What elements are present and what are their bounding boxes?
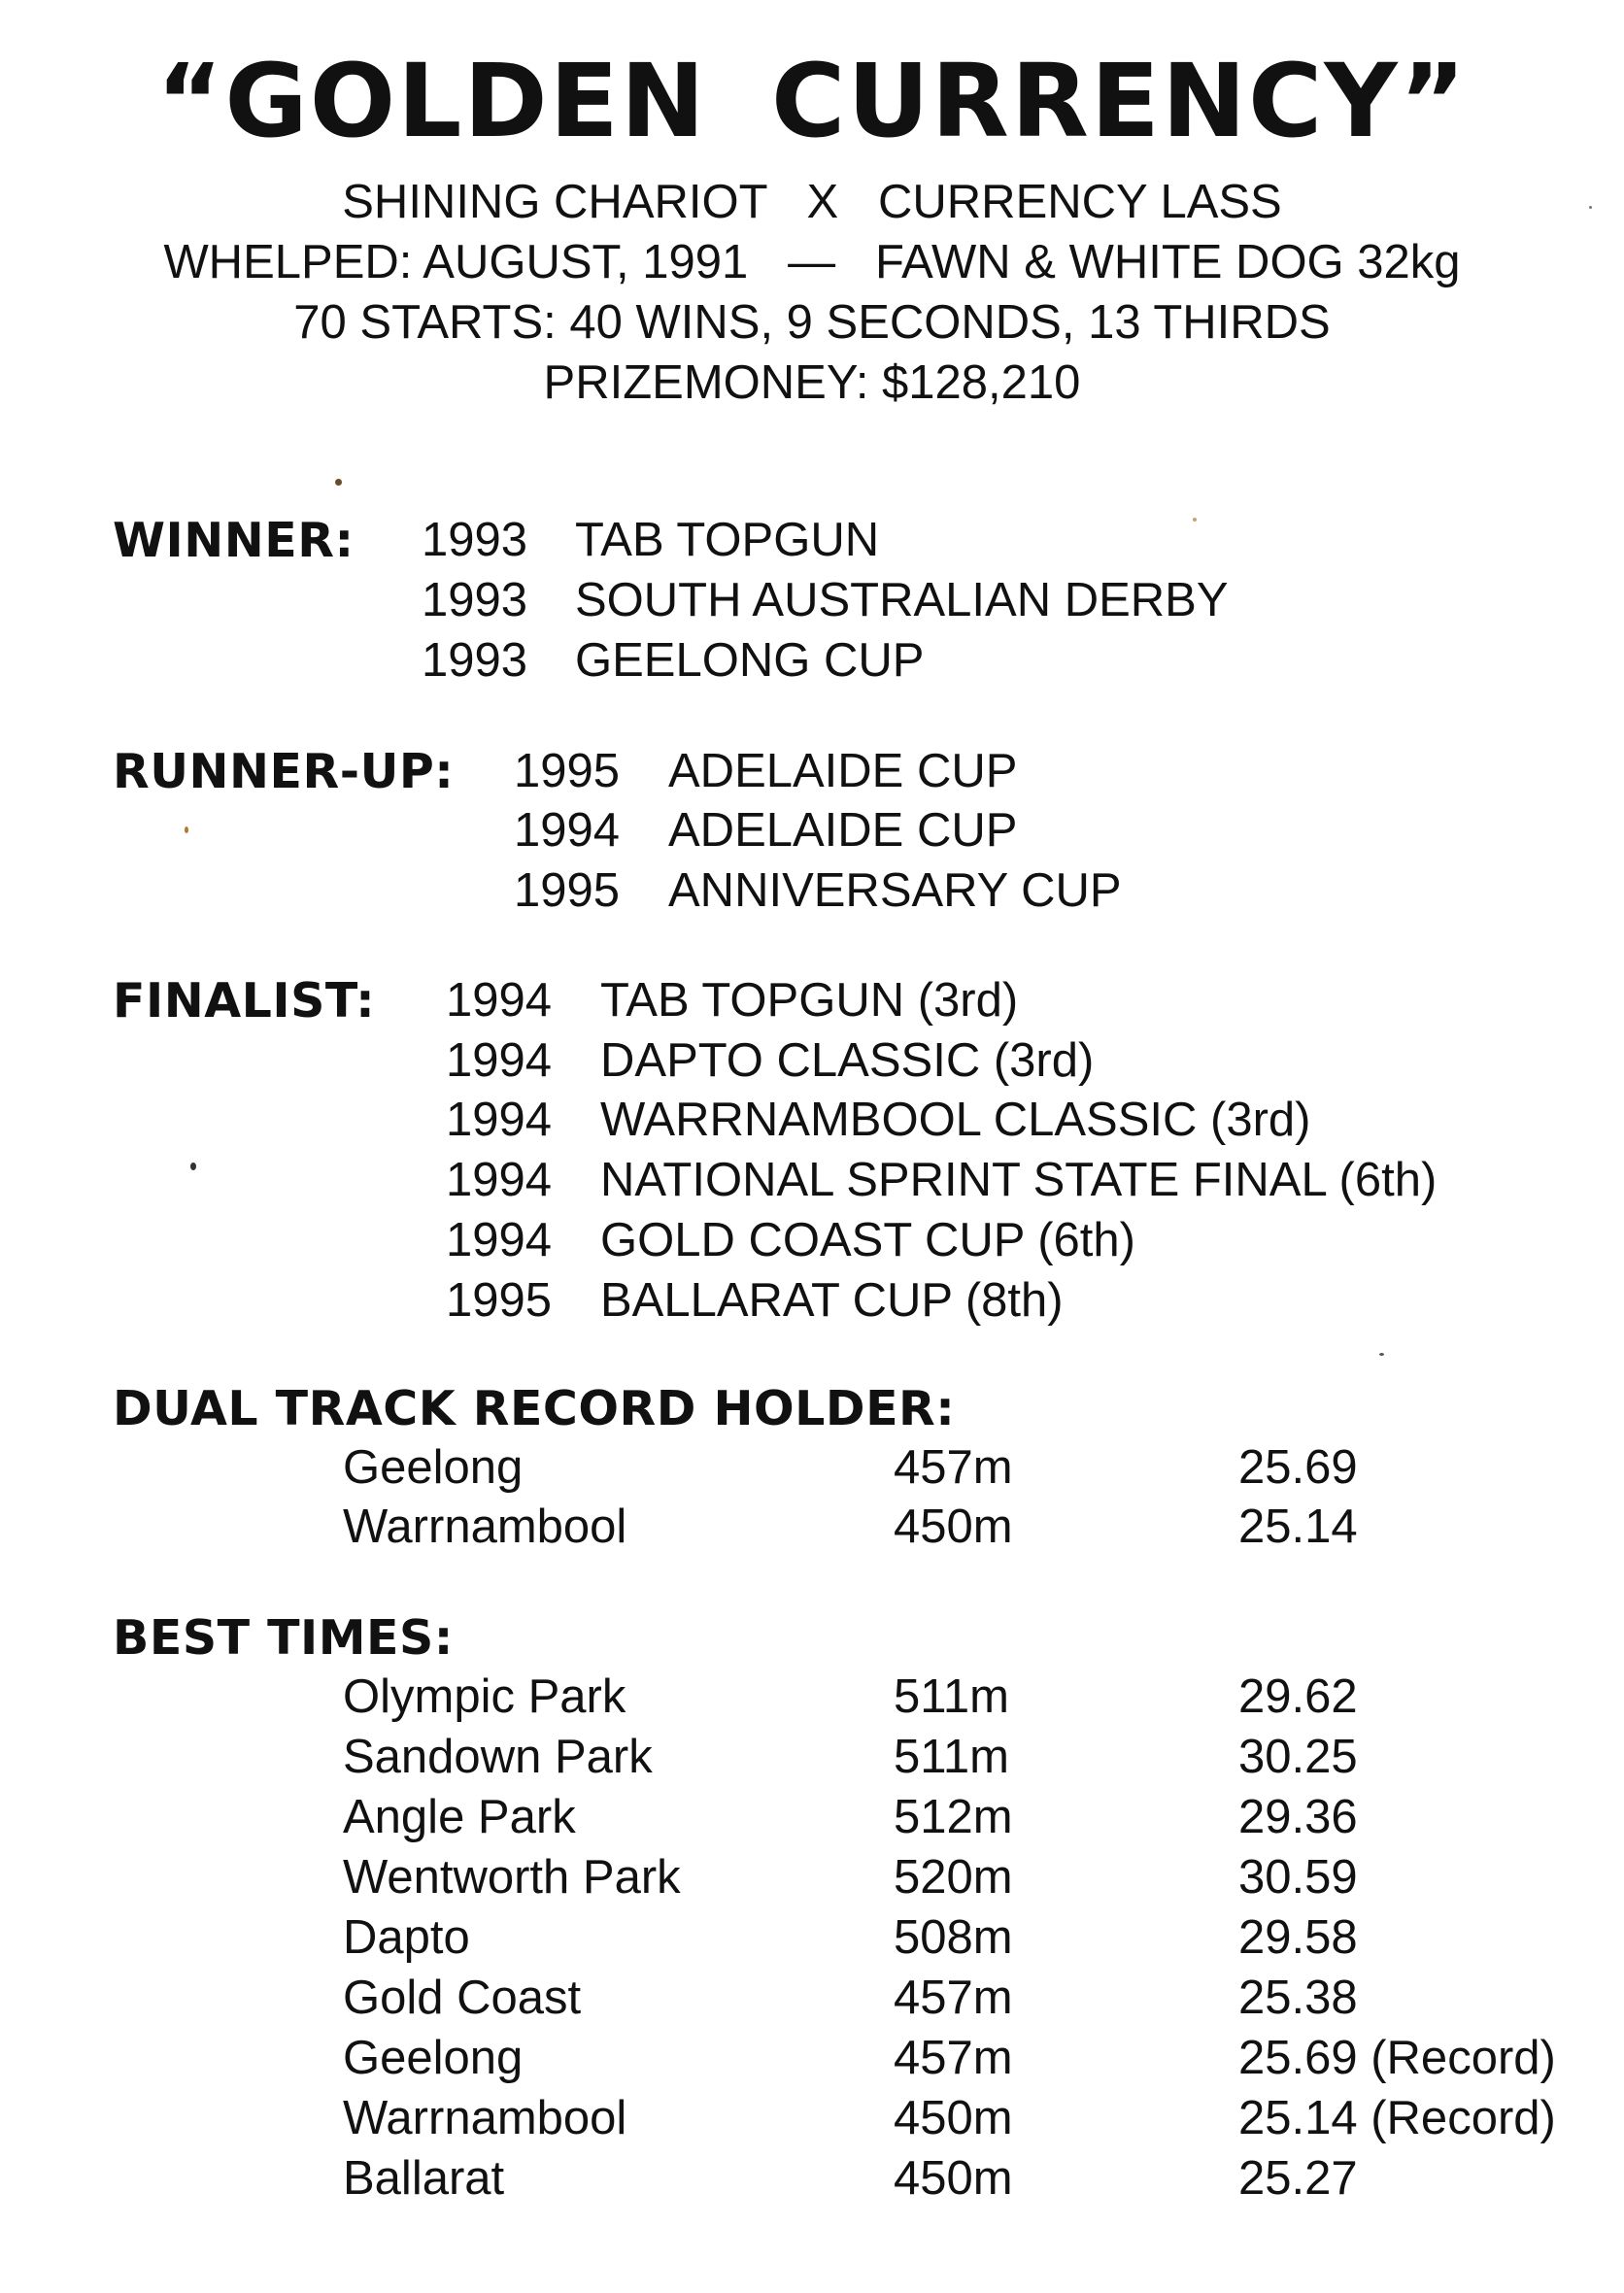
scan-speck bbox=[190, 1163, 196, 1170]
winner-event: TAB TOPGUN bbox=[575, 514, 880, 566]
finalist-year: 1994 bbox=[446, 1034, 553, 1087]
finalist-event: TAB TOPGUN (3rd) bbox=[600, 974, 1019, 1027]
track-time: 25.38 bbox=[1238, 1972, 1358, 2024]
track-distance: 511m bbox=[894, 1670, 1009, 1723]
track-time: 25.69 bbox=[1238, 1441, 1358, 1494]
winner-year: 1993 bbox=[422, 634, 528, 687]
track-distance: 450m bbox=[894, 1501, 1013, 1553]
track-distance: 457m bbox=[894, 1972, 1013, 2024]
track-distance: 450m bbox=[894, 2092, 1013, 2144]
finalist-event: NATIONAL SPRINT STATE FINAL (6th) bbox=[600, 1154, 1438, 1206]
runner-up-year: 1995 bbox=[514, 864, 621, 917]
finalist-label: FINALIST: bbox=[113, 973, 376, 1028]
track-time: 29.62 bbox=[1238, 1670, 1358, 1723]
track-distance: 450m bbox=[894, 2152, 1013, 2205]
track-time: 25.14 (Record) bbox=[1238, 2092, 1556, 2144]
whelped-line: WHELPED: AUGUST, 1991 — FAWN & WHITE DOG 32kg bbox=[163, 236, 1461, 288]
track-time: 30.59 bbox=[1238, 1851, 1358, 1904]
scan-speck bbox=[1379, 1353, 1384, 1356]
finalist-year: 1994 bbox=[446, 1094, 553, 1146]
track-time: 29.36 bbox=[1238, 1791, 1358, 1843]
runner-up-year: 1995 bbox=[514, 745, 621, 797]
finalist-event: BALLARAT CUP (8th) bbox=[600, 1274, 1064, 1327]
scan-speck bbox=[1193, 518, 1197, 522]
finalist-event: GOLD COAST CUP (6th) bbox=[600, 1214, 1135, 1266]
starts-line: 70 STARTS: 40 WINS, 9 SECONDS, 13 THIRDS bbox=[293, 296, 1331, 349]
document-title: “GOLDEN CURRENCY” bbox=[155, 42, 1468, 160]
track-distance: 511m bbox=[894, 1731, 1009, 1783]
track-distance: 457m bbox=[894, 1441, 1013, 1494]
finalist-year: 1994 bbox=[446, 1154, 553, 1206]
track-name: Gold Coast bbox=[343, 1972, 582, 2024]
prizemoney-line: PRIZEMONEY: $128,210 bbox=[543, 356, 1081, 409]
winner-year: 1993 bbox=[422, 574, 528, 626]
finalist-year: 1995 bbox=[446, 1274, 553, 1327]
track-name: Geelong bbox=[343, 1441, 524, 1494]
track-time: 29.58 bbox=[1238, 1911, 1358, 1964]
track-name: Dapto bbox=[343, 1911, 470, 1964]
scan-speck bbox=[335, 479, 342, 486]
track-name: Wentworth Park bbox=[343, 1851, 681, 1904]
pedigree-line: SHINING CHARIOT X CURRENCY LASS bbox=[342, 176, 1282, 228]
finalist-event: DAPTO CLASSIC (3rd) bbox=[600, 1034, 1095, 1087]
track-name: Warrnambool bbox=[343, 2092, 627, 2144]
track-distance: 508m bbox=[894, 1911, 1013, 1964]
track-name: Angle Park bbox=[343, 1791, 576, 1843]
track-time: 25.14 bbox=[1238, 1501, 1358, 1553]
finalist-year: 1994 bbox=[446, 1214, 553, 1266]
runner-up-event: ADELAIDE CUP bbox=[668, 804, 1018, 857]
scan-speck bbox=[1589, 206, 1592, 209]
track-time: 25.27 bbox=[1238, 2152, 1358, 2205]
track-distance: 512m bbox=[894, 1791, 1013, 1843]
winner-year: 1993 bbox=[422, 514, 528, 566]
track-name: Warrnambool bbox=[343, 1501, 627, 1553]
track-name: Geelong bbox=[343, 2032, 524, 2084]
scan-speck bbox=[185, 826, 188, 833]
track-time: 30.25 bbox=[1238, 1731, 1358, 1783]
finalist-event: WARRNAMBOOL CLASSIC (3rd) bbox=[600, 1094, 1311, 1146]
winner-event: SOUTH AUSTRALIAN DERBY bbox=[575, 574, 1229, 626]
runner-up-label: RUNNER-UP: bbox=[113, 744, 455, 799]
track-distance: 520m bbox=[894, 1851, 1013, 1904]
runner-up-event: ADELAIDE CUP bbox=[668, 745, 1018, 797]
track-distance: 457m bbox=[894, 2032, 1013, 2084]
track-name: Sandown Park bbox=[343, 1731, 653, 1783]
track-name: Ballarat bbox=[343, 2152, 505, 2205]
runner-up-event: ANNIVERSARY CUP bbox=[668, 864, 1122, 917]
winner-event: GEELONG CUP bbox=[575, 634, 925, 687]
winner-label: WINNER: bbox=[113, 513, 355, 568]
track-name: Olympic Park bbox=[343, 1670, 626, 1723]
runner-up-year: 1994 bbox=[514, 804, 621, 857]
track-record-label: DUAL TRACK RECORD HOLDER: bbox=[113, 1381, 956, 1436]
best-times-label: BEST TIMES: bbox=[113, 1610, 454, 1666]
track-time: 25.69 (Record) bbox=[1238, 2032, 1556, 2084]
finalist-year: 1994 bbox=[446, 974, 553, 1027]
